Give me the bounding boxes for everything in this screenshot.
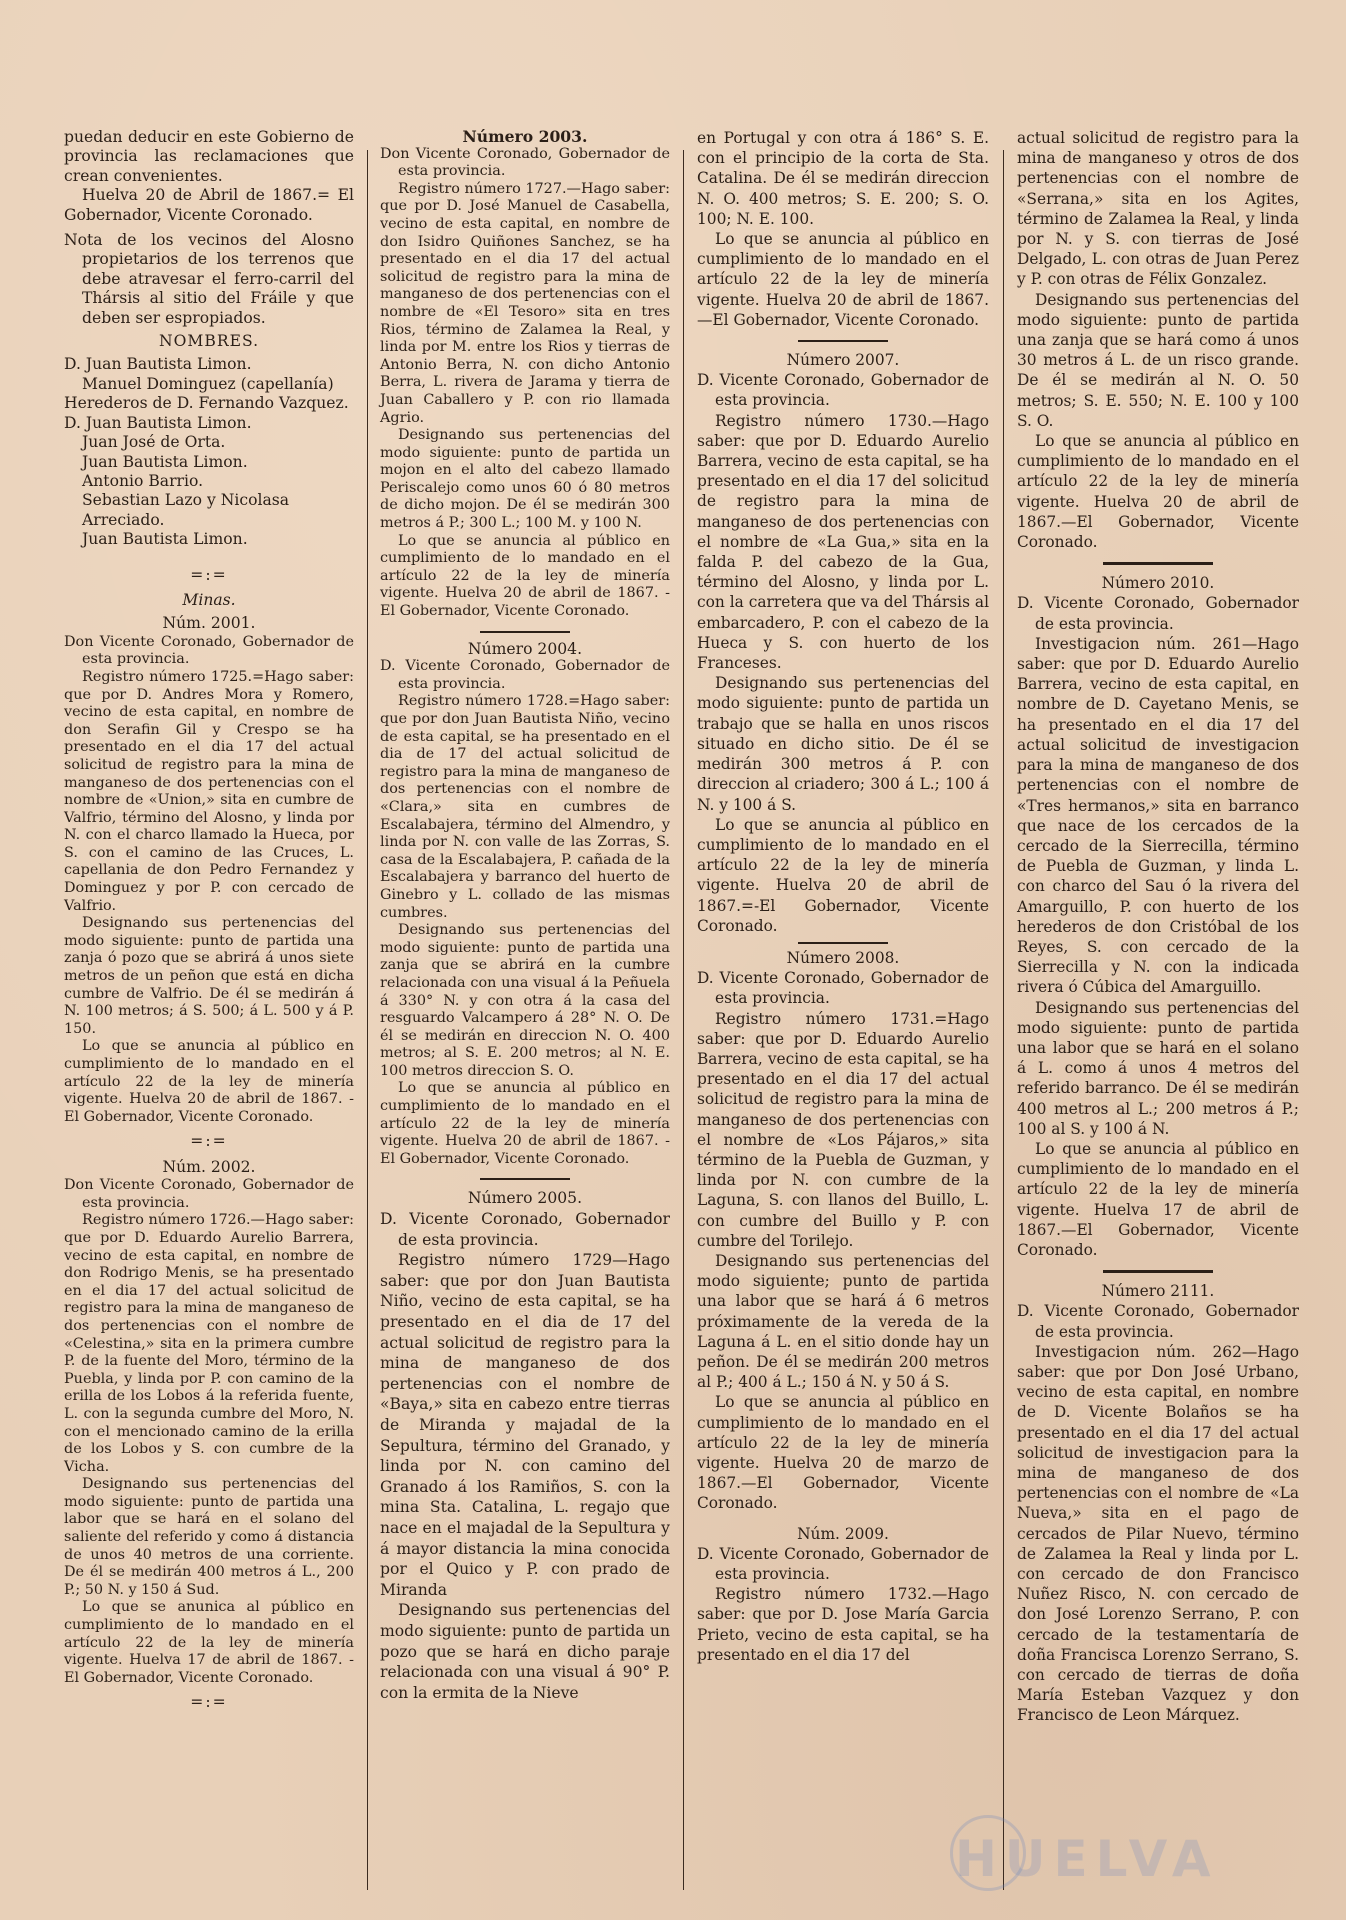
separator: =:= xyxy=(190,565,228,584)
paragraph: Lo que se anuncia al público en cumplimiento de lo mandado en el artículo 22 de la ley de minería vigente. Huelva 20 de abril de 1867.=-El Gobernador, Vicente Coronado. xyxy=(697,815,989,935)
divider xyxy=(798,942,888,944)
names-title: NOMBRES. xyxy=(158,332,260,351)
list-item: D. Juan Bautista Limon. xyxy=(64,413,252,432)
notice-number: Número 2010. xyxy=(1101,574,1215,593)
paragraph: Lo que se anuncia al público en cumplimiento de lo mandado en el artículo 22 de la ley de minería vigente. Huelva 20 de marzo de 1867.—El Gobernador, Vicente Coronado. xyxy=(697,1393,989,1513)
paragraph: Lo que se anuncia al público en cumplimiento de lo mandado en el artículo 22 de la ley de minería vigente. Huelva 20 de abril de 1867. -El Gobernador, Vicente Coronado. xyxy=(380,1080,670,1167)
governor-line: Don Vicente Coronado, Gobernador de esta provincia. xyxy=(380,145,670,180)
divider xyxy=(480,1178,570,1180)
notice-number: Número 2007. xyxy=(786,351,900,370)
paragraph: Registro número 1725.=Hago saber: que por D. Andres Mora y Romero, vecino de esta capital, en nombre de don Serafin Gil y Crespo se ha presentado en el dia 17 del actual solicitud de registro para la mina de manganeso de dos pertenencias con el nombre de «Union,» sita en cumbre de Valfrio, término del Alosno, y linda por N. con el charco llamado la Hueca, por S. con el camino de las Cruces, L. capellania de don Pedro Fernandez y Dominguez y por P. con cercado de Valfrio. xyxy=(64,668,354,914)
separator: =:= xyxy=(190,1693,228,1712)
governor-line: D. Vicente Coronado, Gobernador de esta provincia. xyxy=(697,969,989,1008)
governor-line: Don Vicente Coronado, Gobernador de esta provincia. xyxy=(64,633,354,668)
paragraph: Lo que se anuncia al público en cumplimiento de lo mandado en el artículo 22 de la ley de minería vigente. Huelva 20 de abril de 1867.—El Gobernador, Vicente Coronado. xyxy=(697,230,989,329)
divider xyxy=(1103,1270,1213,1273)
column-2 xyxy=(380,128,670,1703)
column-3 xyxy=(697,128,989,1665)
divider xyxy=(480,631,570,633)
list-item: Manuel Dominguez (capellanía) xyxy=(82,374,334,393)
notice-number: Núm. 2001. xyxy=(162,614,256,633)
notice-number: Número 2005. xyxy=(467,1189,583,1208)
paragraph: Registro número 1731.=Hago saber: que por D. Eduardo Aurelio Barrera, vecino de esta capital, se ha presentado en el dia 17 del actual solicitud de registro para la mina de manganeso de dos pertenencias con el nombre de «Los Pájaros,» sita término de la Puebla de Guzman, y linda por N. con cumbre de la Laguna, S. con llanos del Buillo, L. con cumbre del Buillo y P. con cumbre del Torilejo. xyxy=(697,1009,989,1250)
separator: =:= xyxy=(190,1132,228,1151)
list-item: Antonio Barrio. xyxy=(82,471,204,490)
paragraph: Designando sus pertenencias del modo siguiente: punto de partida una zanja que se hará como á unos 30 metros á L. de un risco grande. De él se medirán al N. O. 50 metros; S. E. 550; N. E. 100 y 100 S. O. xyxy=(1017,290,1299,430)
paragraph: Lo que se anuncia al público en cumplimiento de lo mandado en el artículo 22 de la ley de minería vigente. Huelva 17 de abril de 1867.—El Gobernador, Vicente Coronado. xyxy=(1017,1139,1299,1259)
watermark: HUELVA xyxy=(955,1830,1219,1888)
notice-number: Núm. 2002. xyxy=(162,1157,256,1176)
divider xyxy=(1103,562,1213,565)
governor-line: D. Vicente Coronado, Gobernador de esta provincia. xyxy=(1017,1302,1299,1341)
paragraph: Designando sus pertenencias del modo siguiente: punto de partida un mojon en el alto del cabezo llamado Periscalejo como unos 60 ó 80 metros de dicho mojon. De él se medirán 300 metros á P.; 300 L.; 100 M. y 100 N. xyxy=(380,427,670,532)
notice-number: Número 2004. xyxy=(467,639,583,658)
notice-number: Núm. 2009. xyxy=(797,1524,889,1543)
paragraph: Registro número 1732.—Hago saber: que por D. Jose María Garcia Prieto, vecino de esta capital, se ha presentado en el dia 17 del xyxy=(697,1585,989,1664)
paragraph: Designando sus pertenencias del modo siguiente: punto de partida un trabajo que se halla en unos riscos situado en dicho sitio. De él se medirán 300 metros á P. con direccion al criadero; 300 á L.; 100 á N. y 100 á S. xyxy=(697,674,989,814)
governor-line: Don Vicente Coronado, Gobernador de esta provincia. xyxy=(64,1177,354,1211)
governor-line: D. Vicente Coronado, Gobernador de esta provincia. xyxy=(1017,594,1299,633)
paragraph: Designando sus pertenencias del modo siguiente: punto de partida una zanja que se abrirá en la cumbre relacionada con una visual á la Peñuela á 330° N. y con otra á la casa del resguardo Valcampero á 28° N. O. De él se medirán en direccion N. O. 400 metros; al S. E. 200 metros; al N. E. 100 metros direccion S. O. xyxy=(380,922,670,1079)
paragraph: actual solicitud de registro para la mina de manganeso y otros de dos pertenencias con el nombre de «Serrana,» sita en los Agites, término de Zalamea la Real, y linda por N. y S. con tierras de José Delgado, L. con otras de Juan Perez y P. con otras de Félix Gonzalez. xyxy=(1017,129,1299,289)
paragraph: Lo que se anuncia al público en cumplimiento de lo mandado en el artículo 22 de la ley de minería vigente. Huelva 20 de abril de 1867. -El Gobernador, Vicente Coronado. xyxy=(64,1038,354,1125)
list-item: Herederos de D. Fernando Vazquez. xyxy=(64,394,349,413)
list-item: Sebastian Lazo y Nicolasa Arreciado. xyxy=(82,491,290,529)
paragraph: Investigacion núm. 262—Hago saber: que por Don José Urbano, vecino de esta capital, en nombre de D. Vicente Bolaños se ha presentado en el dia 17 del actual solicitud de investigacion para la mina de manganeso de dos pertenencias con el nombre de «La Nueva,» sita en el pago de cercados de Pilar Nuevo, término de Zalamea la Real y linda por L. con cercado de don Francisco Nuñez Risco, N. con cercado de don José Lorenzo Serrano, P. con cercado de la testamentaría de doña Francisca Lorenzo Serrano, S. con cercado de tierras de doña María Esteban Vazquez y don Francisco de Leon Márquez. xyxy=(1017,1342,1299,1725)
paragraph: Lo que se anunica al público en cumplimiento de lo mandado en el artículo 22 de la ley de minería vigente. Huelva 17 de abril de 1867. -El Gobernador, Vicente Coronado. xyxy=(64,1599,354,1686)
paragraph: Designando sus pertenencias del modo siguiente; punto de partida una labor que se hará á 6 metros próximamente de la vereda de la Laguna á L. en el sitio donde hay un peñon. De él se medirán 200 metros al P.; 400 á L.; 150 á N. y 50 á S. xyxy=(697,1251,989,1392)
governor-line: D. Vicente Coronado, Gobernador de esta provincia. xyxy=(697,1544,989,1584)
notice-number: Número 2111. xyxy=(1101,1282,1215,1301)
column-rule xyxy=(1003,150,1004,1890)
list-item: Juan Bautista Limon. xyxy=(82,530,248,549)
paragraph: Lo que se anuncia al público en cumplimiento de lo mandado en el artículo 22 de la ley de minería vigente. Huelva 20 de abril de 1867. -El Gobernador, Vicente Coronado. xyxy=(380,532,670,620)
list-item: Juan José de Orta. xyxy=(82,433,226,452)
date-signature: Huelva 20 de Abril de 1867.= El Gobernador, Vicente Coronado. xyxy=(64,186,354,224)
paragraph: Registro número 1726.—Hago saber: que por D. Eduardo Aurelio Barrera, vecino de esta capital, en nombre de don Rodrigo Menis, se ha presentado en el dia 17 del actual solicitud de registro para la mina de manganeso de dos pertenencias con el nombre de «Celestina,» sita en la primera cumbre P. de la fuente del Moro, término de la Puebla, y linda por P. con camino de la erilla de los Lobos á la referida fuente, L. con la segunda cumbre del Moro, N. con el mencionado camino de la erilla de los Lobos y S. con cumbre de la Vicha. xyxy=(64,1212,354,1475)
column-4 xyxy=(1017,128,1299,1726)
divider xyxy=(798,340,888,342)
governor-line: D. Vicente Coronado, Gobernador de esta provincia. xyxy=(380,1210,670,1249)
notice-number: Número 2008. xyxy=(786,948,900,967)
paragraph: Registro número 1727.—Hago saber: que por D. José Manuel de Casabella, vecino de esta capital, en nombre de don Isidro Quiñones Sanchez, se ha presentado en el dia 17 del actual solicitud de registro para la mina de manganeso de dos pertenencias con el nombre de «El Tesoro» sita en tres Rios, término de Zalamea la Real, y linda por M. entre los Rios y tierras de Antonio Berra, N. con dicho Antonio Berra, L. rivera de Jarama y tierra de Juan Caballero y P. con rio llamada Agrio. xyxy=(380,180,670,426)
paragraph: en Portugal y con otra á 186° S. E. con el principio de la corta de Sta. Catalina. De él se medirán direccion N. O. 400 metros; S. E. 200; S. O. 100; N. E. 100. xyxy=(697,129,989,228)
paragraph: Designando sus pertenencias del modo siguiente: punto de partida una zanja ó pozo que se abrirá á unos siete metros de un peñon que está en dicha cumbre de Valfrio. De él se medirán á N. 100 metros; á S. 500; á L. 500 y á P. 150. xyxy=(64,915,354,1037)
list-item: Juan Bautista Limon. xyxy=(82,452,248,471)
paragraph: Lo que se anuncia al público en cumplimiento de lo mandado en el artículo 22 de la ley de minería vigente. Huelva 20 de abril de 1867.—El Gobernador, Vicente Coronado. xyxy=(1017,432,1299,552)
governor-line: D. Vicente Coronado, Gobernador de esta provincia. xyxy=(697,371,989,410)
paragraph: Designando sus pertenencias del modo siguiente: punto de partida una labor que se hará en el solano del saliente del referido y como á distancia de unos 40 metros de una corriente. De él se medirán 400 metros á L., 200 P.; 50 N. y 150 á Sud. xyxy=(64,1476,354,1598)
paragraph: Designando sus pertenencias del modo siguiente: punto de partida un pozo que se hará en dicho paraje relacionada con una visual á 90° P. con la ermita de la Nieve xyxy=(380,1601,670,1702)
paragraph: Registro número 1730.—Hago saber: que por D. Eduardo Aurelio Barrera, vecino de esta capital, se ha presentado en el dia 17 del solicitud de registro para la mina de manganeso de dos pertenencias con el nombre de «La Gua,» sita en la falda P. del cabezo de la Gua, término del Alosno, y linda por L. con la carretera que va del Thársis al embarcadero, P. con el cabezo de la Hueca y S. con huerto de los Franceses. xyxy=(697,411,989,673)
names-list xyxy=(64,355,354,549)
notice-number: Número 2003. xyxy=(462,127,588,146)
paragraph: Investigacion núm. 261—Hago saber: que por D. Eduardo Aurelio Barrera, vecino de esta capital, en nombre de D. Cayetano Menis, se ha presentado en el dia 17 del actual solicitud de investigacion para la mina de manganeso de dos pertenencias con el nombre de «Tres hermanos,» sita en barranco que nace de los cercados de la cercado de la Sierrecilla, término de Puebla de Guzman, y linda L. con charco del Sau ó la rivera del Amarguillo, P. con huerto de los herederos de don Cristóbal de los Reyes, S. con cercado de la Sierrecilla y N. con la indicada rivera ó Cúbica del Amarguillo. xyxy=(1017,634,1299,997)
notice-2001 xyxy=(64,634,354,1127)
column-1 xyxy=(64,128,354,1719)
notice-2005 xyxy=(380,1188,670,1703)
paragraph: puedan deducir en este Gobierno de provincia las reclamaciones que crean convenientes. xyxy=(64,128,354,185)
governor-line: D. Vicente Coronado, Gobernador de esta provincia. xyxy=(380,658,670,692)
list-item: D. Juan Bautista Limon. xyxy=(64,355,252,374)
section-title: Minas. xyxy=(182,590,236,609)
column-rule xyxy=(367,150,368,1890)
paragraph: Designando sus pertenencias del modo siguiente: punto de partida una labor que se hará en el solano á L. como á unos 4 metros del referido barranco. De él se medirán 400 metros al L.; 200 metros á P.; 100 al S. y 100 á N. xyxy=(1017,998,1299,1138)
column-rule xyxy=(683,150,684,1890)
note-heading: Nota de los vecinos del Alosno propietarios de los terrenos que debe atravesar el ferro-carril del Thársis al sitio del Fráile y que deben ser espropiados. xyxy=(64,231,354,327)
notice-2002 xyxy=(64,1177,354,1687)
paragraph: Registro número 1728.=Hago saber: que por don Juan Bautista Niño, vecino de esta capital, se ha presentado en el dia de 17 del actual solicitud de registro para la mina de manganeso de dos pertenencias con el nombre de «Clara,» sita en cumbres de Escalabajera, término del Almendro, y linda por N. con valle de las Zorras, S. casa de la Escalabajera, P. cañada de la Escalabajera y barranco del huerto de Ginebro y L. collado de las mismas cumbres. xyxy=(380,693,670,921)
paragraph: Registro número 1729—Hago saber: que por don Juan Bautista Niño, vecino de esta capital, se ha presentado en el dia de 17 del actual solicitud de registro para la mina de manganeso de dos pertenencias con el nombre de «Baya,» sita en cabezo entre tierras de Miranda y majadal de la Sepultura, término del Granado, y linda por N. con camino del Granado á los Ramiños, S. con la mina Sta. Catalina, L. regajo que nace en el majadal de la Sepultura y á mayor distancia la mina conocida por el Quico y P. con prado de Miranda xyxy=(380,1251,670,1599)
